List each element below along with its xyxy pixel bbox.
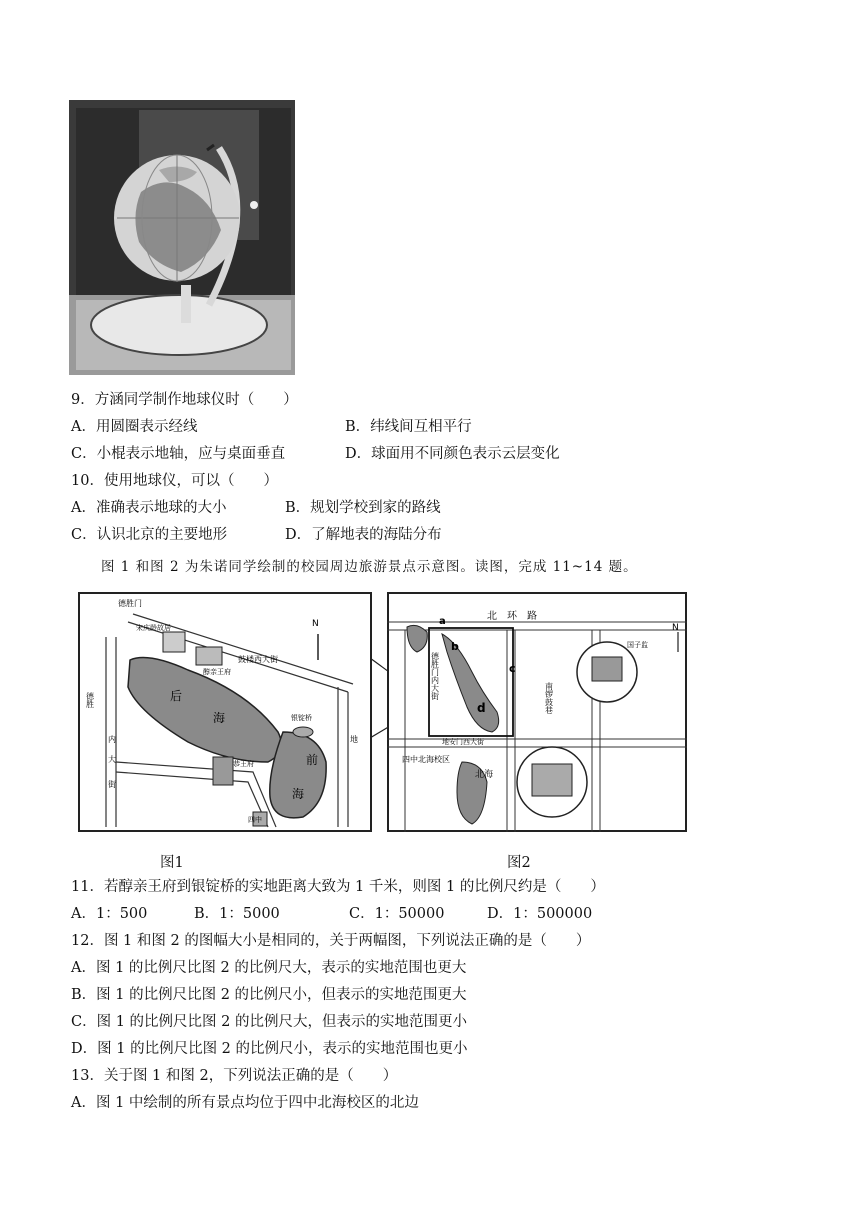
map1-label-school: 四中 [248,816,262,824]
map2-caption: 图2 [507,855,531,871]
map1-label-jie: 街 [108,780,116,789]
map2-label-a: a [439,616,446,627]
map1-label-yinding: 银锭桥 [291,714,312,722]
map2-label-d: d [477,701,486,715]
q13-stem: 13．关于图 1 和图 2，下列说法正确的是（ ） [71,1068,398,1084]
q11-option-c[interactable]: C．1：50000 [349,906,445,922]
q10-stem: 10．使用地球仪，可以（ ） [71,473,278,489]
q12-option-c[interactable]: C．图 1 的比例尺比图 2 的比例尺大，但表示的实地范围更小 [71,1014,467,1030]
q11-option-d[interactable]: D．1：500000 [487,906,593,922]
map2-label-deshengmen: 德胜门内大街 [430,652,440,700]
map1-label-hai: 海 [213,711,226,725]
map1-label-desheng: 德胜 [85,692,95,708]
map2-north-label: N [672,623,679,633]
q10-option-c[interactable]: C．认识北京的主要地形 [71,527,228,543]
map-figure-1 [78,592,372,832]
q13-option-a[interactable]: A．图 1 中绘制的所有景点均位于四中北海校区的北边 [71,1095,419,1111]
map2-label-school: 四中北海校区 [402,755,450,764]
q12-stem: 12．图 1 和图 2 的图幅大小是相同的，关于两幅图，下列说法正确的是（ ） [71,933,591,949]
maps-intro: 图 1 和图 2 为朱诺同学绘制的校园周边旅游景点示意图。读图，完成 11~14 题。 [101,559,638,575]
map2-label-b: b [451,640,459,653]
map2-label-nanluogu: 南锣鼓巷 [544,682,554,714]
q11-stem: 11．若醇亲王府到银锭桥的实地距离大致为 1 千米，则图 1 的比例尺约是（ ） [71,879,605,895]
map2-label-beihai: 北海 [475,770,494,780]
map1-label-street: 鼓楼西大街 [238,655,278,664]
q12-option-b[interactable]: B．图 1 的比例尺比图 2 的比例尺小，但表示的实地范围更大 [71,987,467,1003]
q9-option-b[interactable]: B．纬线间互相平行 [345,419,472,435]
q11-option-a[interactable]: A．1：500 [71,906,148,922]
map2-label-ring: 北 环 路 [487,611,537,622]
map1-label-gongwang: 恭王府 [233,760,254,768]
map1-caption: 图1 [160,855,184,871]
map1-label-hai2: 海 [292,787,305,801]
q9-option-c[interactable]: C．小棍表示地轴，应与桌面垂直 [71,446,286,462]
q12-option-a[interactable]: A．图 1 的比例尺比图 2 的比例尺大，表示的实地范围也更大 [71,960,467,976]
q10-option-d[interactable]: D．了解地表的海陆分布 [285,527,442,543]
map-figure-2 [387,592,687,832]
map1-label-dian: 地 [350,735,358,744]
map1-label-chun: 醇亲王府 [203,668,231,676]
map1-label-nei: 内 [108,735,116,744]
map1-label-song: 宋庆龄故居 [136,624,171,632]
map2-label-c: c [509,662,516,675]
q10-option-a[interactable]: A．准确表示地球的大小 [71,500,227,516]
q10-option-b[interactable]: B．规划学校到家的路线 [285,500,441,516]
q12-option-d[interactable]: D．图 1 的比例尺比图 2 的比例尺小，表示的实地范围也更小 [71,1041,468,1057]
map1-label-qian: 前 [306,753,319,767]
map2-label-guozijian: 国子监 [627,641,648,649]
q11-option-b[interactable]: B．1：5000 [194,906,280,922]
q9-stem: 9．方涵同学制作地球仪时（ ） [71,392,298,408]
map1-north-label: N [312,619,319,629]
q9-option-a[interactable]: A．用圆圈表示经线 [71,419,198,435]
globe-photo [69,100,295,375]
map1-label-da: 大 [108,755,116,764]
map1-label-hou: 后 [170,689,183,703]
map1-label-gate: 德胜门 [118,599,142,608]
q9-option-d[interactable]: D．球面用不同颜色表示云层变化 [345,446,560,462]
map2-label-dianmen: 地安门西大街 [442,738,484,746]
